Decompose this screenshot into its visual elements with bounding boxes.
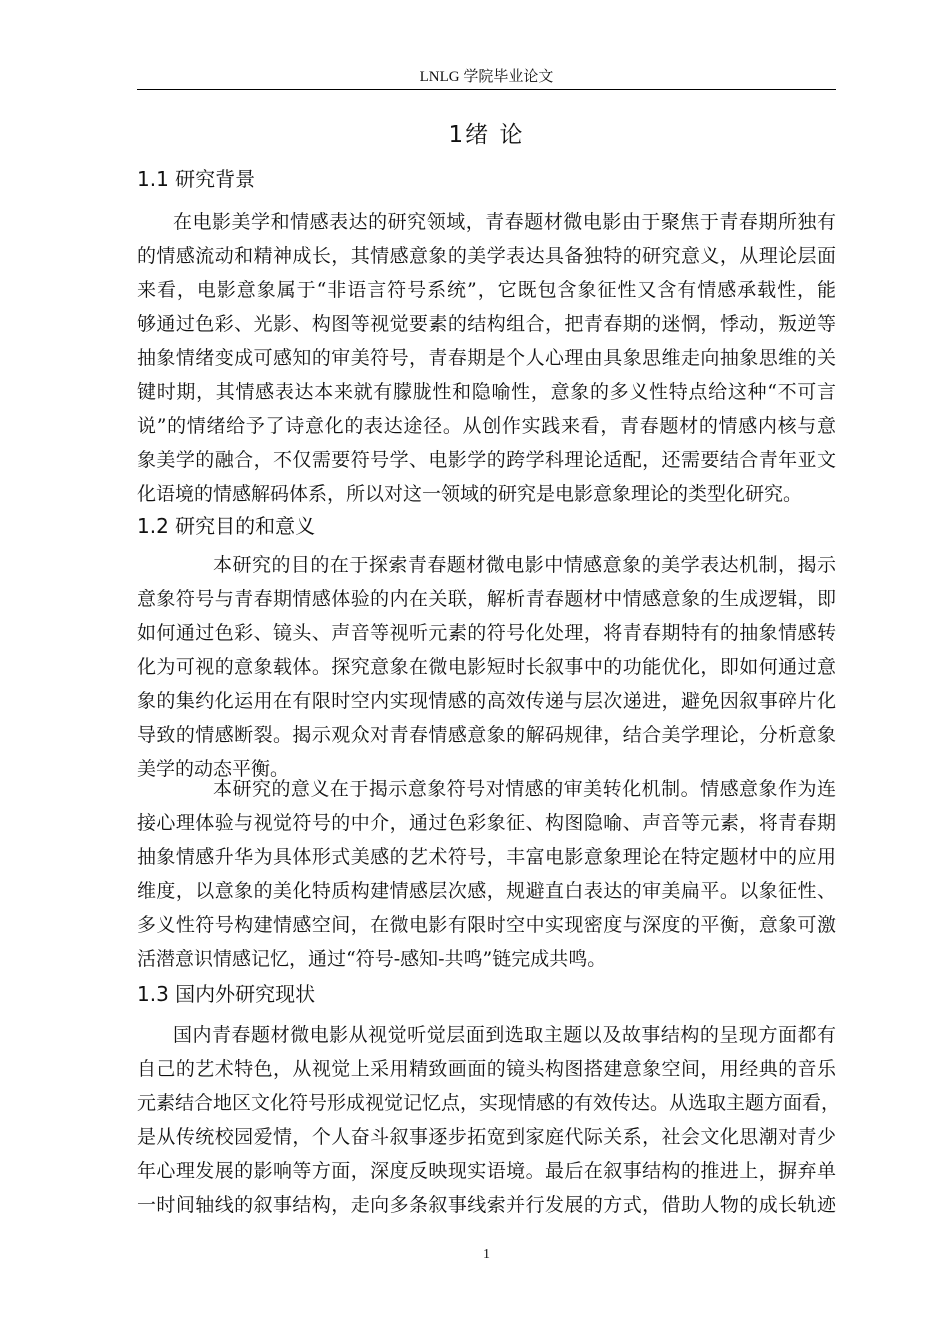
- section-heading: 1.3 国内外研究现状: [137, 982, 316, 1006]
- paragraph: [137, 772, 836, 976]
- text-line: 本研究的意义在于揭示意象符号对情感的审美转化机制。情感意象作为连: [213, 778, 836, 800]
- page-number: 1: [483, 1247, 490, 1262]
- text-line: 抽象情感升华为具体形式美感的艺术符号，丰富电影意象理论在特定题材中的应用: [137, 846, 836, 868]
- text-line: 导致的情感断裂。揭示观众对青春情感意象的解码规律，结合美学理论，分析意象: [137, 724, 836, 746]
- text-line: 元素结合地区文化符号形成视觉记忆点，实现情感的有效传达。从选取主题方面看，: [137, 1092, 841, 1114]
- text-line: 接心理体验与视觉符号的中介，通过色彩象征、构图隐喻、声音等元素，将青春期: [137, 812, 836, 834]
- text-line: 说”的情绪给予了诗意化的表达途径。从创作实践来看，青春题材的情感内核与意: [137, 415, 836, 437]
- text-line: 够通过色彩、光影、构图等视觉要素的结构组合，把青春期的迷惘，悸动，叛逆等: [137, 313, 836, 335]
- section-heading: 1.2 研究目的和意义: [137, 514, 316, 538]
- paragraph: [137, 1018, 841, 1222]
- text-line: 如何通过色彩、镜头、声音等视听元素的符号化处理，将青春期特有的抽象情感转: [137, 622, 836, 644]
- section-heading: 1.1 研究背景: [137, 167, 256, 191]
- text-line: 美学的动态平衡。: [137, 758, 290, 780]
- text-line: 国内青春题材微电影从视觉听觉层面到选取主题以及故事结构的呈现方面都有: [173, 1024, 836, 1046]
- text-line: 来看，电影意象属于“非语言符号系统”，它既包含象征性又含有情感承载性，能: [137, 279, 836, 301]
- text-line: 象的集约化运用在有限时空内实现情感的高效传递与层次递进，避免因叙事碎片化: [137, 690, 836, 712]
- text-line: 化为可视的意象载体。探究意象在微电影短时长叙事中的功能优化，即如何通过意: [137, 656, 836, 678]
- text-line: 多义性符号构建情感空间，在微电影有限时空中实现密度与深度的平衡，意象可激: [137, 914, 836, 936]
- running-header: LNLG 学院毕业论文: [419, 69, 554, 85]
- text-line: 象美学的融合，不仅需要符号学、电影学的跨学科理论适配，还需要结合青年亚文: [137, 449, 836, 471]
- text-line: 的情感流动和精神成长，其情感意象的美学表达具备独特的研究意义，从理论层面: [137, 245, 836, 267]
- header-rule: [137, 89, 836, 90]
- text-line: 化语境的情感解码体系，所以对这一领域的研究是电影意象理论的类型化研究。: [137, 483, 803, 505]
- text-line: 意象符号与青春期情感体验的内在关联，解析青春题材中情感意象的生成逻辑，即: [137, 588, 836, 610]
- text-line: 抽象情绪变成可感知的审美符号，青春期是个人心理由具象思维走向抽象思维的关: [137, 347, 836, 369]
- text-line: 本研究的目的在于探索青春题材微电影中情感意象的美学表达机制，揭示: [213, 554, 836, 576]
- paragraph: [137, 205, 836, 511]
- paragraph: [137, 548, 836, 786]
- text-line: 活潜意识情感记忆，通过“符号-感知-共鸣”链完成共鸣。: [137, 948, 607, 970]
- text-line: 是从传统校园爱情，个人奋斗叙事逐步拓宽到家庭代际关系，社会文化思潮对青少: [137, 1126, 836, 1148]
- text-line: 在电影美学和情感表达的研究领域，青春题材微电影由于聚焦于青春期所独有: [173, 211, 836, 233]
- text-line: 自己的艺术特色，从视觉上采用精致画面的镜头构图搭建意象空间，用经典的音乐: [137, 1058, 836, 1080]
- text-line: 年心理发展的影响等方面，深度反映现实语境。最后在叙事结构的推进上，摒弃单: [137, 1160, 836, 1182]
- chapter-title: 1绪 论: [448, 122, 525, 148]
- text-line: 一时间轴线的叙事结构，走向多条叙事线索并行发展的方式，借助人物的成长轨迹: [137, 1194, 836, 1216]
- text-line: 键时期，其情感表达本来就有朦胧性和隐喻性，意象的多义性特点给这种“不可言: [137, 381, 836, 403]
- text-line: 维度，以意象的美化特质构建情感层次感，规避直白表达的审美扁平。以象征性、: [137, 880, 836, 902]
